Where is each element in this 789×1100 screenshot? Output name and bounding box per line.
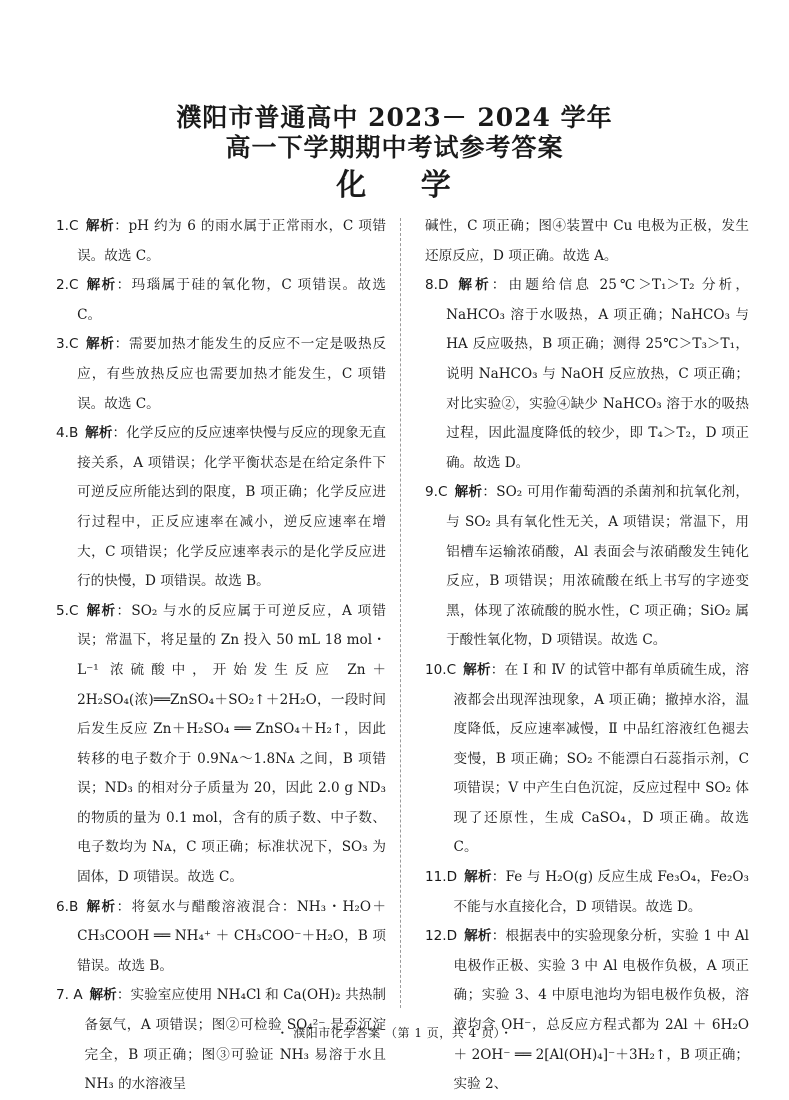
explanation-label: 解析 — [89, 987, 117, 1004]
explanation-label: 解析 — [85, 277, 117, 294]
explanation-text: ：需要加热才能发生的反应不一定是吸热反应，有些放热反应也需要加热才能发生，C 项错误。故选 C。 — [77, 336, 387, 412]
explanation-text: ：由题给信息 25℃＞T₁＞T₂ 分析，NaHCO₃ 溶于水吸热，A 项正确；NaHCO₃ 与 HA 反应吸热，B 项正确；测得 25℃＞T₃＞T₁，说明 NaHCO₃ 与 NaOH 反应放热，C 项正确；对比实验②，实验④缺少 NaHCO₃ 溶于水的吸热过程，因此温度降低的较少，即 T₄＞T₂，D 项正确。故选 D。 — [446, 277, 749, 471]
answer-number: 4.B — [56, 425, 79, 442]
explanation-label: 解析 — [85, 336, 115, 353]
explanation-label: 解析 — [463, 928, 492, 945]
explanation-text: ：SO₂ 与水的反应属于可逆反应，A 项错误；常温下，将足量的 Zn 投入 50 mL 18 mol・L⁻¹ 浓硫酸中，开始发生反应 Zn＋2H₂SO₄(浓)══ZnSO₄＋SO₂↑＋2H₂O，一段时间后发生反应 Zn＋H₂SO₄ ══ ZnSO₄＋H₂↑，因此转移的电子数介于 0.9Nᴀ～1.8Nᴀ 之间，B 项错误；ND₃ 的相对分子质量为 20，因此 2.0 g ND₃ 的物质的量为 0.1 mol，含有的质子数、中子数、电子数均为 Nᴀ，C 项正确；标准状况下，SO₃ 为固体，D 项错误。故选 C。 — [77, 602, 387, 886]
explanation-text: ：Fe 与 H₂O(g) 反应生成 Fe₃O₄，Fe₂O₃ 不能与水直接化合，D 项错误。故选 D。 — [453, 869, 749, 915]
explanation-label: 解析 — [85, 898, 117, 915]
explanation-text: ：实验室应使用 NH₄Cl 和 Ca(OH)₂ 共热制备氨气，A 项错误；图②可检验 SO₄²⁻ 是否沉淀完全，B 项正确；图③可验证 NH₃ 易溶于水且 NH₃ 的水溶液呈 — [84, 987, 387, 1093]
explanation-label: 解析 — [454, 484, 483, 501]
answer-number: 3.C — [56, 336, 79, 353]
explanation-text: ：化学反应的反应速率快慢与反应的现象无直接关系，A 项错误；化学平衡状态是在给定条件下可逆反应所能达到的限度，B 项正确；化学反应进行过程中，正反应速率在减小，逆反应速率在增大，C 项错误；化学反应速率表示的是化学反应进行的快慢，D 项错误。故选 B。 — [77, 425, 387, 590]
explanation-text: ：SO₂ 可用作葡萄酒的杀菌剂和抗氧化剂，与 SO₂ 具有氧化性无关，A 项错误；常温下，用铝槽车运输浓硝酸，Al 表面会与浓硝酸发生钝化反应，B 项错误；用浓硫酸在纸上书写的字迹变黑，体现了浓硫酸的脱水性，C 项正确；SiO₂ 属于酸性氧化物，D 项错误。故选 C。 — [446, 484, 749, 649]
answer-number: 2.C — [56, 277, 79, 294]
answer-number: 12.D — [425, 928, 458, 945]
answer-item-q11 — [425, 863, 749, 922]
answer-number: 8.D — [425, 277, 449, 294]
answer-item-q7c — [425, 212, 749, 271]
right-column — [425, 212, 749, 1100]
explanation-text: ：将氨水与醋酸溶液混合：NH₃・H₂O＋ CH₃COOH ══ NH₄⁺ ＋ CH₃COO⁻＋H₂O，B 项错误。故选 B。 — [77, 898, 386, 974]
answer-item-q10 — [425, 656, 749, 863]
explanation-label: 解析 — [462, 661, 491, 678]
answer-number: 11.D — [425, 869, 458, 886]
answer-item-q4 — [56, 419, 386, 597]
answer-number: 10.C — [425, 661, 457, 678]
explanation-text: ：pH 约为 6 的雨水属于正常雨水，C 项错误。故选 C。 — [77, 218, 387, 264]
exam-title-line1: 濮阳市普通高中 2023－ 2024 学年 — [176, 103, 613, 132]
answer-number: 9.C — [425, 484, 448, 501]
exam-title-line2: 高一下学期期中考试参考答案 — [225, 133, 564, 162]
answer-item-q5 — [56, 597, 386, 893]
answer-number: 6.B — [56, 898, 79, 915]
answer-item-q3 — [56, 330, 386, 419]
answer-item-q2 — [56, 271, 386, 330]
explanation-label: 解析 — [85, 218, 115, 234]
explanation-label: 解析 — [463, 869, 492, 886]
answer-item-q1 — [56, 212, 386, 271]
answer-number: 7. A — [56, 987, 83, 1004]
explanation-text: 碱性，C 项正确；图④装置中 Cu 电极为正极，发生还原反应，D 项正确。故选 A。 — [425, 218, 749, 264]
answer-item-q12 — [425, 922, 749, 1100]
answer-item-q8 — [425, 271, 749, 478]
answer-item-q9 — [425, 478, 749, 656]
explanation-label: 解析 — [85, 602, 117, 619]
left-column — [56, 212, 386, 1100]
column-divider — [400, 218, 401, 1008]
explanation-text: ：根据表中的实验现象分析，实验 1 中 Al 电极作正极、实验 3 中 Al 电极作负极，A 项正确；实验 3、4 中原电池均为铝电极作负极，溶液均含 OH⁻，总反应方程式都为 2Al ＋ 6H₂O ＋ 2OH⁻ ══ 2[Al(OH)₄]⁻＋3H₂↑，B 项正确；实验 2、 — [453, 928, 750, 1093]
explanation-label: 解析 — [85, 425, 113, 442]
subject-title: 化 学 — [336, 168, 473, 203]
explanation-text: ：在 Ⅰ 和 Ⅳ 的试管中都有单质硫生成，溶液都会出现浑浊现象，A 项正确；撤掉水浴，温度降低，反应速率减慢，Ⅱ 中品红溶液红色褪去变慢，B 项正确；SO₂ 不能漂白石蕊指示剂，C 项错误；Ⅴ 中产生白色沉淀，反应过程中 SO₂ 体现了还原性，生成 CaSO₄，D 项正确。故选 C。 — [453, 661, 750, 856]
answer-number: 1.C — [56, 218, 79, 234]
explanation-label: 解析 — [455, 277, 492, 294]
page-footer: ・ 濮阳市化学答案 （第 1 页，共 4 页）・ — [276, 1026, 513, 1040]
explanation-text: ：玛瑙属于硅的氧化物，C 项错误。故选 C。 — [77, 277, 387, 323]
answer-number: 5.C — [56, 602, 79, 619]
answer-item-q6 — [56, 893, 386, 982]
